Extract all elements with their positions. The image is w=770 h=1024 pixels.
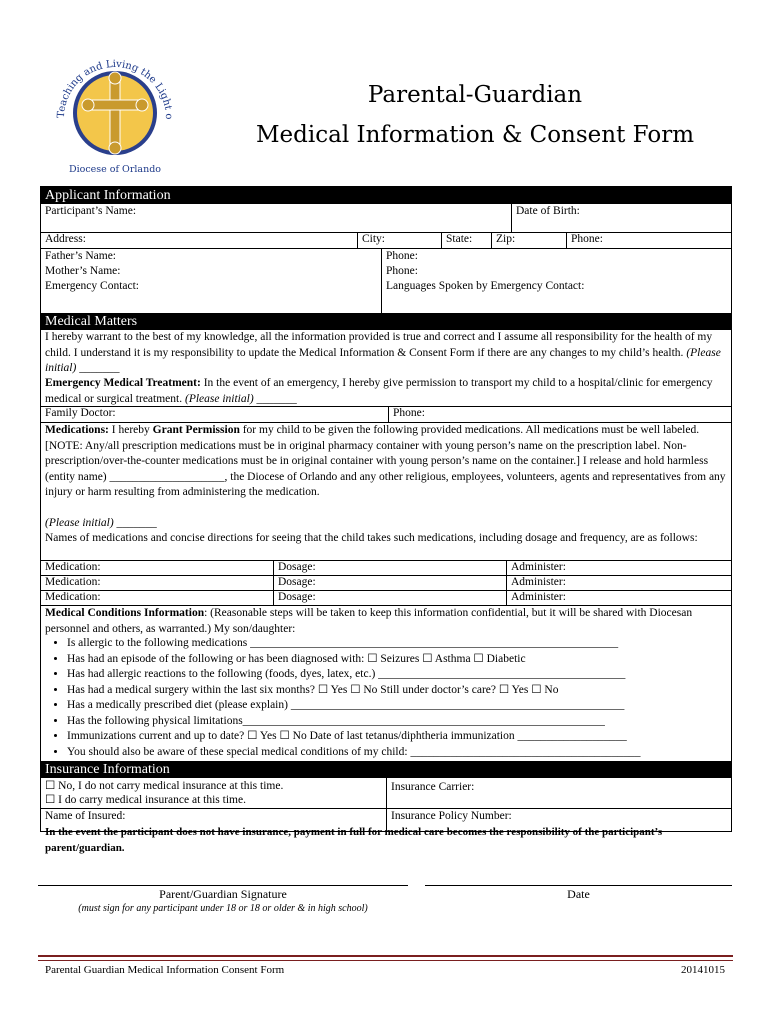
family-doctor-field[interactable]: Family Doctor: — [45, 407, 116, 419]
conditions-list — [41, 636, 731, 760]
father-phone-field[interactable]: Phone: — [386, 250, 418, 262]
warranty-text: I hereby warrant to the best of my knowledge, all the information provided is true and correct and I assume all responsibility for the health of my child. I understand it is my responsibility to update the Medical Information & Consent Form if there are any changes to my child’s health. — [45, 331, 713, 359]
list-item[interactable]: • Is allergic to the following medications ________________________________________________________________ — [67, 636, 731, 652]
medication-row — [41, 575, 731, 590]
dosage-field[interactable]: Dosage: — [273, 576, 506, 590]
insurance-row — [41, 778, 731, 808]
father-name-field[interactable]: Father’s Name: — [45, 250, 117, 262]
parents-row — [41, 248, 731, 313]
medication-field[interactable]: Medication: — [45, 576, 101, 588]
participant-name-field[interactable]: Participant’s Name: — [45, 205, 137, 217]
medication-row — [41, 590, 731, 606]
logo-arc-text: Teaching and Living the Light o — [55, 58, 175, 120]
medication-names-text: Names of medications and concise directions for seeing that the child takes such medications, including dosage and frequency, are as follows: — [45, 532, 698, 544]
dosage-field[interactable]: Dosage: — [273, 591, 506, 605]
doctor-phone-field[interactable]: Phone: — [388, 407, 731, 422]
list-item[interactable]: • Has the following physical limitations_______________________________________________________________ — [67, 714, 731, 730]
medication-field[interactable]: Medication: — [45, 561, 101, 573]
date-line[interactable] — [425, 885, 732, 886]
emergency-contact-field[interactable]: Emergency Contact: — [45, 280, 139, 292]
list-item[interactable]: • Has had an episode of the following or has been diagnosed with: ☐ Seizures ☐ Asthma ☐ Diabetic — [67, 652, 731, 668]
warranty-paragraph — [41, 330, 731, 376]
phone-field[interactable]: Phone: — [566, 233, 731, 248]
consent-form — [40, 186, 732, 832]
footer-title: Parental Guardian Medical Information Consent Form — [45, 964, 285, 976]
warranty-initial-blank[interactable]: _______ — [76, 362, 120, 374]
emergency-initial-blank[interactable]: _______ — [253, 392, 297, 405]
medications-text-b: for my child to be given the following provided medications. All medications must be well labeled. [NOTE: Any/all prescription medications must be in original pharmacy container with young person’s name on the prescription label. Non-prescription/over-the-counter medications must be in original container with young person’s name on the container.] I release and hold harmless (entity name) ____________________, the Diocese of Orlando and any other religious, employees, volunteers, agents and representatives from any injury or harm resulting from administering the medication. — [45, 424, 726, 498]
dob-field[interactable]: Date of Birth: — [511, 204, 731, 232]
administer-field[interactable]: Administer: — [506, 576, 731, 590]
title-line2: Medical Information & Consent Form — [255, 122, 695, 148]
medications-label: Medications: — [45, 424, 109, 436]
section-header-insurance: Insurance Information — [41, 761, 731, 778]
insured-name-field[interactable]: Name of Insured: — [45, 810, 126, 822]
conditions-label: Medical Conditions Information — [45, 607, 205, 619]
warranty-initial-label: (Please initial) — [45, 346, 721, 374]
date-label: Date — [567, 887, 590, 901]
footer-version: 20141015 — [681, 964, 725, 976]
administer-field[interactable]: Administer: — [506, 591, 731, 605]
medications-initial-label: (Please initial) — [45, 517, 114, 529]
medication-row — [41, 561, 731, 575]
administer-field[interactable]: Administer: — [506, 561, 731, 575]
medications-initial — [41, 516, 731, 531]
city-field[interactable]: City: — [357, 233, 441, 248]
signature-line[interactable] — [38, 885, 408, 886]
medication-table — [41, 560, 731, 606]
emergency-treatment-paragraph — [41, 376, 731, 406]
zip-field[interactable]: Zip: — [491, 233, 566, 248]
footer-rule — [38, 955, 733, 961]
list-item[interactable]: • Has had a medical surgery within the last six months? ☐ Yes ☐ No Still under doctor’s care? ☐ Yes ☐ No — [67, 683, 731, 699]
signature-label: Parent/Guardian Signature — [159, 887, 287, 901]
has-insurance-checkbox[interactable]: ☐ I do carry medical insurance at this time. — [45, 794, 246, 806]
emergency-treatment-text: In the event of an emergency, I hereby give permission to transport my child to a hospital/clinic for emergency medical or surgical treatment. — [45, 377, 713, 405]
insurance-note: In the event the participant does not have insurance, payment in full for medical care becomes the responsibility of the participant’s parent/guardian. — [45, 826, 663, 854]
no-insurance-checkbox[interactable]: ☐ No, I do not carry medical insurance at this time. — [45, 780, 284, 792]
diocese-logo — [50, 48, 180, 178]
insurance-carrier-field[interactable]: Insurance Carrier: — [386, 778, 731, 808]
conditions-paragraph — [41, 606, 731, 636]
policy-number-field[interactable]: Insurance Policy Number: — [386, 809, 731, 831]
emergency-initial-label: (Please initial) — [184, 392, 254, 405]
conditions-text: : (Reasonable steps will be taken to keep this information confidential, but it will be shared with Diocesan personnel and others, as warranted.) My son/daughter: — [45, 607, 693, 635]
medications-paragraph — [41, 423, 731, 516]
mother-phone-field[interactable]: Phone: — [386, 265, 418, 277]
signature-subtext: (must sign for any participant under 18 or 18 or older & in high school) — [78, 903, 368, 914]
medications-initial-blank[interactable]: _______ — [113, 517, 157, 529]
section-header-applicant: Applicant Information — [41, 187, 731, 204]
participant-row — [41, 204, 731, 232]
state-field[interactable]: State: — [441, 233, 491, 248]
emergency-treatment-label: Emergency Medical Treatment: — [45, 377, 201, 389]
section-header-medical: Medical Matters — [41, 313, 731, 330]
list-item[interactable]: • Has had allergic reactions to the following (foods, dyes, latex, etc.) ___________________________________________ — [67, 667, 731, 683]
address-row — [41, 232, 731, 248]
medication-field[interactable]: Medication: — [45, 591, 101, 603]
title-line1: Parental-Guardian — [367, 82, 583, 108]
medications-text-a: I hereby — [108, 424, 153, 436]
logo-bottom-text: Diocese of Orlando — [68, 164, 162, 175]
languages-field[interactable]: Languages Spoken by Emergency Contact: — [386, 280, 585, 292]
grant-permission-label: Grant Permission — [152, 424, 240, 436]
list-item[interactable]: • Has a medically prescribed diet (please explain) __________________________________________________________ — [67, 698, 731, 714]
list-item[interactable]: • Immunizations current and up to date? ☐ Yes ☐ No Date of last tetanus/diphtheria immunization ___________________ — [67, 729, 731, 745]
mother-name-field[interactable]: Mother’s Name: — [45, 265, 121, 277]
doctor-row — [41, 406, 731, 423]
dosage-field[interactable]: Dosage: — [273, 561, 506, 575]
address-field[interactable]: Address: — [45, 233, 86, 245]
list-item[interactable]: • You should also be aware of these special medical conditions of my child: ________________________________________ — [67, 745, 731, 761]
